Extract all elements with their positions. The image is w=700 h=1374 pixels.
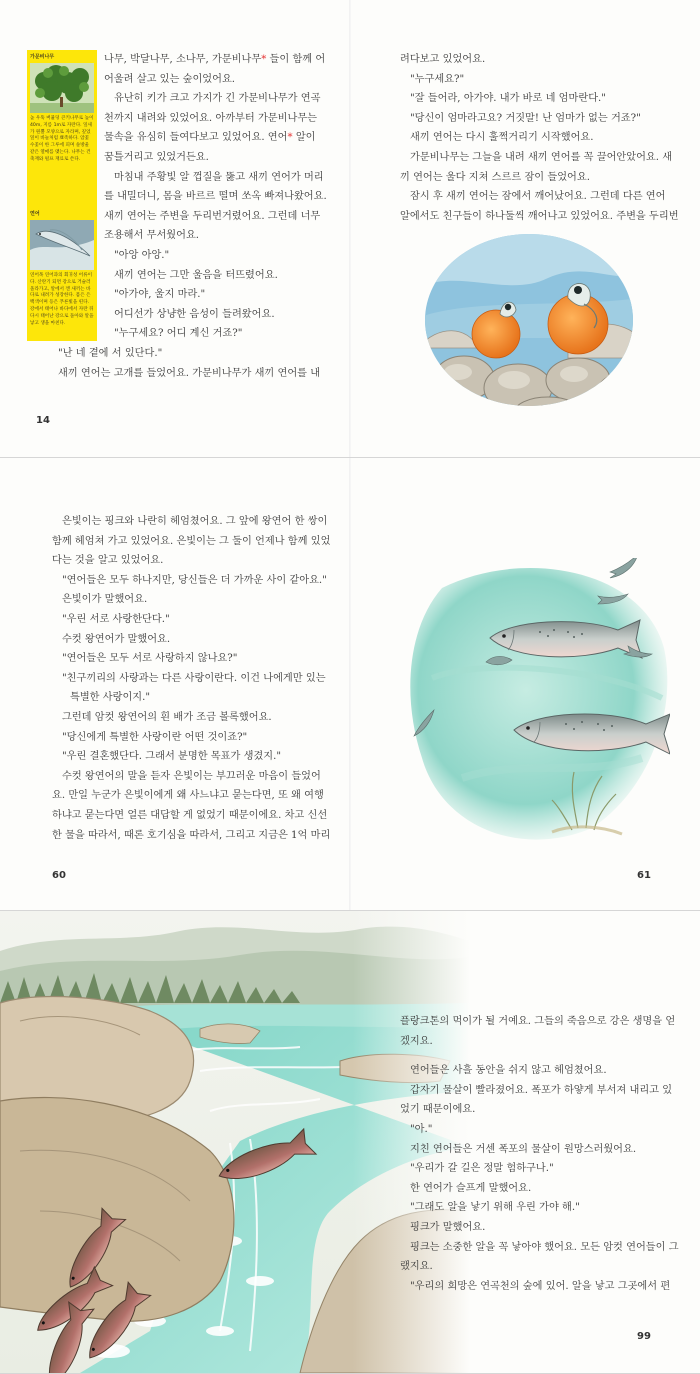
text-line: 핑크는 소중한 알을 꼭 낳아야 했어요. 모든 암컷 연어들이 그 bbox=[410, 1241, 679, 1253]
text-line: 새끼 연어는 그만 울음을 터뜨렸어요. bbox=[114, 269, 278, 281]
page-14-text-bottom bbox=[48, 344, 320, 383]
text-line: "누구세요?" bbox=[410, 73, 465, 85]
page-number-right: 99 bbox=[637, 1331, 651, 1342]
text-line: "친구끼리의 사랑과는 다른 사랑이란다. 이건 나에게만 있는 bbox=[62, 672, 326, 684]
text-line: 수컷 왕연어의 말을 듣자 은빛이는 부끄러운 마음이 들었어 bbox=[62, 770, 321, 782]
info-sidebox bbox=[27, 50, 97, 341]
text-line: 플랑크톤의 먹이가 될 거예요. 그들의 죽음으로 강은 생명을 얻 bbox=[400, 1016, 676, 1027]
text-line: 었기 때문이에요. bbox=[400, 1104, 476, 1116]
text-line: "연어들은 모두 하나지만, 당신들은 더 가까운 사이 같아요." bbox=[62, 574, 327, 586]
sidebox-label-spruce: 가문비나무 bbox=[30, 54, 55, 60]
text-line: "당신에게 특별한 사랑이란 어떤 것이죠?" bbox=[62, 731, 248, 743]
text-line: 요. 만일 누군가 은빛이에게 왜 사느냐고 묻는다면, 또 왜 여행 bbox=[52, 790, 324, 802]
text-line: 나무, 박달나무, 소나무, 가문비나무* 들이 함께 어 bbox=[104, 54, 326, 65]
text-line: 수컷 왕연어가 말했어요. bbox=[62, 633, 171, 645]
text-line: 갑자기 물살이 빨라졌어요. 폭포가 하얗게 부서져 내리고 있 bbox=[410, 1084, 673, 1096]
underwater-salmon-illustration bbox=[402, 558, 670, 848]
text-line: "그래도 알을 낳기 위해 우린 가야 해." bbox=[410, 1202, 580, 1214]
text-line: 가문비나무는 그늘을 내려 새끼 연어를 꼭 끌어안았어요. 새 bbox=[410, 151, 673, 163]
page-number-right: 61 bbox=[637, 870, 651, 881]
text-line: 새끼 연어는 주변을 두리번거렸어요. 그런데 너무 bbox=[104, 210, 321, 222]
baby-salmon-illustration bbox=[418, 228, 640, 423]
text-line: 물속을 유심히 들여다보고 있었어요. 연어* 알이 bbox=[104, 132, 316, 144]
text-line: 유난히 키가 크고 가지가 긴 가문비나무가 연곡 bbox=[114, 93, 321, 105]
text-line: 마침내 주황빛 알 껍질을 뚫고 새끼 연어가 머리 bbox=[114, 171, 324, 183]
text-line: 끼 연어는 울다 지쳐 스르르 잠이 들었어요. bbox=[400, 171, 590, 183]
book-spread-3 bbox=[0, 911, 700, 1374]
text-line: "아." bbox=[410, 1123, 433, 1135]
salmon-photo bbox=[30, 220, 94, 270]
text-line: 새끼 연어는 고개를 들었어요. 가문비나무가 새끼 연어를 내 bbox=[58, 367, 321, 379]
text-line: 다는 것을 알고 있었어요. bbox=[52, 555, 164, 567]
book-gutter bbox=[349, 0, 351, 457]
text-line: "연어들은 모두 서로 사랑하지 않나요?" bbox=[62, 653, 238, 665]
text-line: 그런데 암컷 왕연어의 흰 배가 조금 볼록했어요. bbox=[62, 711, 272, 723]
sidebox-desc-salmon: 연어목 연어과의 회귀성 어류이다. 산란기 되면 강으로 거슬러 올라가고, 알에서 깬 새끼는 바다로 내려가 성장한다. 몸은 은백색이며 등은 푸른빛을 띤다. 강에서 태어나 바다에서 자란 뒤 다시 태어난 강으로 돌아와 알을 낳고 생을 마친다. bbox=[30, 273, 94, 326]
text-line: "아앙 아앙." bbox=[114, 249, 170, 261]
text-line: 려다보고 있었어요. bbox=[400, 54, 486, 65]
sidebox-label-salmon: 연어 bbox=[30, 211, 40, 217]
text-line: 조용해서 무서웠어요. bbox=[104, 230, 200, 242]
text-line: 은빛이는 핑크와 나란히 헤엄쳤어요. 그 앞에 왕연어 한 쌍이 bbox=[62, 516, 328, 527]
page-number-left: 14 bbox=[36, 415, 50, 426]
text-line: 겠지요. bbox=[400, 1035, 433, 1047]
text-line: "잘 들어라, 아가야. 내가 바로 네 엄마란다." bbox=[410, 93, 606, 105]
text-line: 핑크가 말했어요. bbox=[410, 1221, 486, 1233]
text-line: 한 연어가 슬프게 말했어요. bbox=[410, 1182, 532, 1194]
text-line: 랬지요. bbox=[400, 1261, 433, 1273]
text-line: 함께 헤엄쳐 가고 있었어요. 은빛이는 그 둘이 언제나 함께 있었 bbox=[52, 535, 331, 547]
text-line: 지친 연어들은 거센 폭포의 물살이 원망스러웠어요. bbox=[410, 1143, 637, 1155]
text-line: 꿈틀거리고 있었거든요. bbox=[104, 151, 209, 163]
book-gutter bbox=[349, 458, 351, 910]
text-line: 특별한 사랑이지." bbox=[70, 692, 151, 704]
spruce-photo bbox=[30, 63, 94, 113]
book-spread-2 bbox=[0, 458, 700, 911]
sidebox-desc-spruce: 높 우뚝 버뮬덩 큰키나무로 높이 40m, 지름 1m로 자란다. 잎새가 원뿔 모양으로 자라며, 깊었 잎이 바늘처럼 뾰족하다. 암꽃 수꽃이 한 그루에 피며 솔방울 같은 열매를 맺는다. 나무는 건축재와 펄프 재료로 쓴다. bbox=[30, 116, 94, 162]
text-line: "난 네 곁에 서 있단다." bbox=[58, 348, 163, 359]
page-14-text bbox=[104, 50, 327, 344]
book-spread-1 bbox=[0, 0, 700, 458]
page-99-text bbox=[400, 1012, 679, 1296]
page-15-text bbox=[400, 50, 679, 226]
text-line: 은빛이가 말했어요. bbox=[62, 594, 148, 606]
text-line: 를 내밀더니, 몸을 바르르 떨며 쏘옥 빠져나왔어요. bbox=[104, 191, 327, 203]
text-line: "우리가 갈 길은 정말 험하구나." bbox=[410, 1163, 554, 1175]
text-line: "우린 서로 사랑한단다." bbox=[62, 613, 170, 625]
text-line: 연어들은 사흘 동안을 쉬지 않고 헤엄쳤어요. bbox=[410, 1065, 607, 1077]
text-line: 어울려 살고 있는 숲이었어요. bbox=[104, 73, 236, 85]
text-line: 어디선가 상냥한 음성이 들려왔어요. bbox=[114, 308, 275, 320]
text-line: "당신이 엄마라고요? 거짓말! 난 엄마가 없는 거죠?" bbox=[410, 112, 641, 124]
text-line: 천까지 내려와 있었어요. 아까부터 가문비나무는 bbox=[104, 112, 318, 124]
text-line: "우린 결혼했단다. 그래서 분명한 목표가 생겼지." bbox=[62, 751, 282, 763]
text-line: "누구세요? 어디 계신 거죠?" bbox=[114, 328, 243, 340]
text-line: 새끼 연어는 다시 훌쩍거리기 시작했어요. bbox=[410, 132, 594, 144]
text-line: 한 물을 따라서, 때론 호기심을 따라서, 그리고 지금은 1억 마리 bbox=[52, 829, 331, 841]
text-line: "우리의 희망은 연곡천의 숲에 있어. 알을 낳고 그곳에서 편 bbox=[410, 1280, 671, 1292]
page-60-text bbox=[52, 512, 330, 845]
text-line: 하냐고 묻는다면 얼른 대답할 게 없었기 때문이에요. 차고 신선 bbox=[52, 809, 328, 821]
text-line: 잠시 후 새끼 연어는 잠에서 깨어났어요. 그런데 다른 연어 bbox=[410, 191, 666, 203]
text-line: "아가야, 울지 마라." bbox=[114, 289, 206, 301]
text-line: 알에서도 친구들이 하나둘씩 깨어나고 있었어요. 주변을 두리번 bbox=[400, 210, 679, 222]
page-number-left: 60 bbox=[52, 870, 66, 881]
